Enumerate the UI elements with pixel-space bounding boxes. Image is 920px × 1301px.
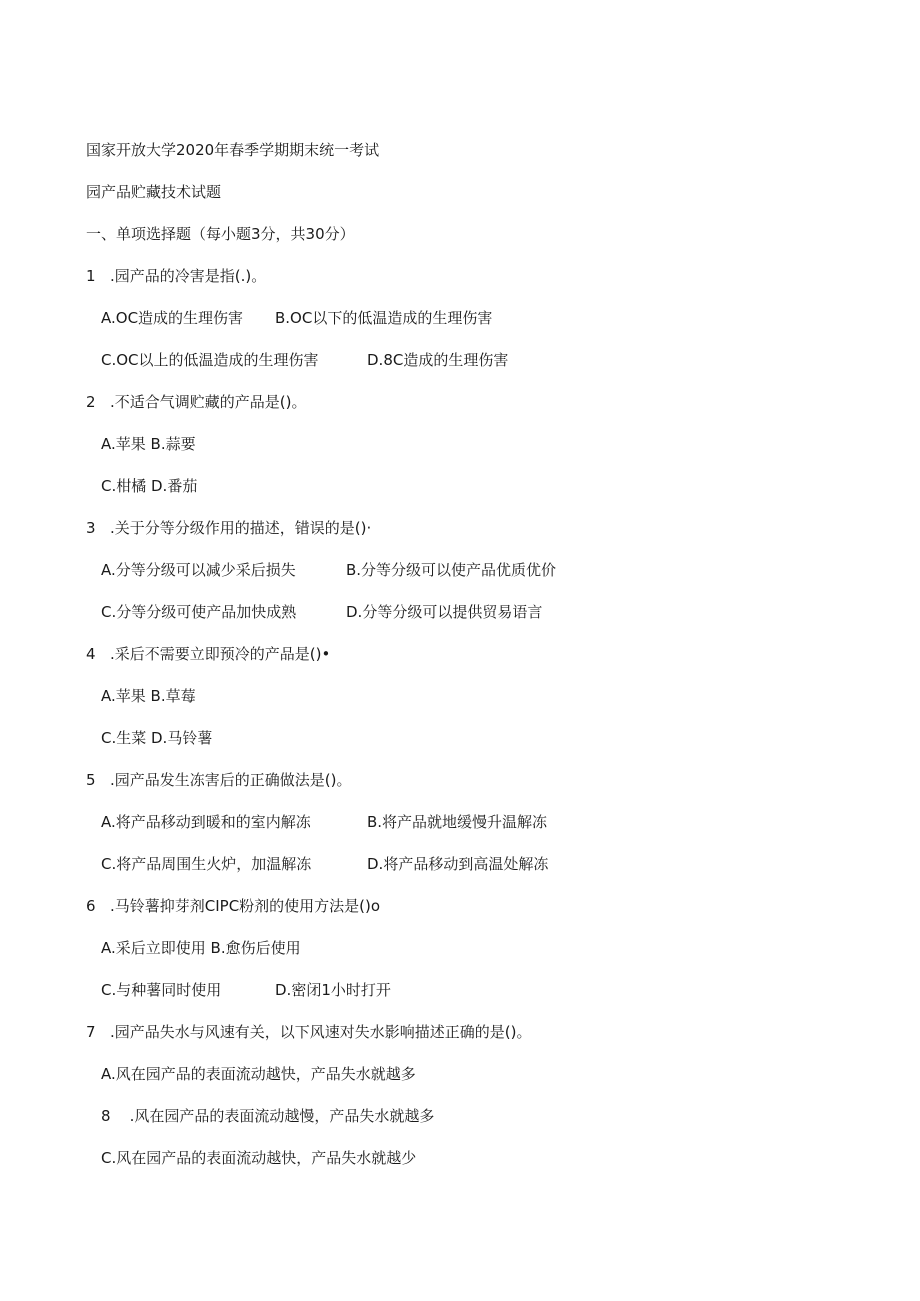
option-row: 8 .风在园产品的表面流动越慢，产品失水就越多 [101, 1107, 435, 1125]
option-d: D.密闭1小时打开 [275, 981, 391, 999]
option-row: A.风在园产品的表面流动越快，产品失水就越多 [101, 1065, 416, 1083]
option-b: B.将产品就地缓慢升温解冻 [367, 813, 548, 831]
option-d: D.将产品移动到高温处解冻 [367, 855, 549, 873]
option-c: C.OC以上的低温造成的生理伤害 [101, 351, 319, 369]
question-number: 5 [86, 771, 96, 789]
question-number: 7 [86, 1023, 96, 1041]
option-row [101, 980, 391, 1000]
question-6 [86, 896, 380, 916]
option-b: B.OC以下的低温造成的生理伤害 [275, 309, 493, 327]
question-number: 3 [86, 519, 96, 537]
option-row: A.苹果 B.蒜要 [101, 435, 196, 453]
option-row: A.苹果 B.草莓 [101, 687, 196, 705]
option-a: A.分等分级可以减少采后损失 [101, 561, 296, 579]
question-text: .园产品的冷害是指(.)。 [110, 267, 267, 285]
question-7 [86, 1022, 531, 1042]
question-text: .不适合气调贮藏的产品是()。 [110, 393, 307, 411]
option-d: D.8C造成的生理伤害 [367, 351, 509, 369]
option-row [101, 308, 493, 328]
question-text: .园产品失水与风速有关，以下风速对失水影响描述正确的是()。 [110, 1023, 532, 1041]
subject-title: 园产品贮藏技术试题 [86, 183, 222, 201]
option-row: C.风在园产品的表面流动越快，产品失水就越少 [101, 1149, 417, 1167]
question-5 [86, 770, 351, 790]
option-row [101, 602, 543, 622]
option-c: C.将产品周围生火炉，加温解冻 [101, 855, 312, 873]
option-row [101, 812, 548, 832]
question-text: .马铃薯抑芽剂CIPC粉剂的使用方法是()o [110, 897, 381, 915]
question-2 [86, 392, 306, 412]
option-row: A.采后立即使用 B.愈伤后使用 [101, 939, 301, 957]
question-number: 2 [86, 393, 96, 411]
option-row [101, 560, 557, 580]
question-number: 6 [86, 897, 96, 915]
option-c: C.与种薯同时使用 [101, 981, 222, 999]
question-number: 1 [86, 267, 96, 285]
question-4 [86, 644, 330, 664]
option-d: D.分等分级可以提供贸易语言 [346, 603, 543, 621]
option-c: C.分等分级可使产品加快成熟 [101, 603, 297, 621]
question-3 [86, 518, 371, 538]
option-a: A.将产品移动到暖和的室内解冻 [101, 813, 311, 831]
option-row: C.柑橘 D.番茄 [101, 477, 198, 495]
option-row [101, 854, 549, 874]
question-text: .园产品发生冻害后的正确做法是()。 [110, 771, 352, 789]
question-number: 4 [86, 645, 96, 663]
option-a: A.OC造成的生理伤害 [101, 309, 244, 327]
exam-title: 国家开放大学2020年春季学期期末统一考试 [86, 141, 380, 159]
option-row [101, 350, 509, 370]
option-row: C.生菜 D.马铃薯 [101, 729, 213, 747]
question-1 [86, 266, 266, 286]
question-text: .采后不需要立即预冷的产品是()• [110, 645, 331, 663]
question-text: .关于分等分级作用的描述，错误的是()· [110, 519, 372, 537]
option-b: B.分等分级可以使产品优质优价 [346, 561, 557, 579]
section-heading: 一、单项选择题（每小题3分，共30分） [86, 225, 355, 243]
